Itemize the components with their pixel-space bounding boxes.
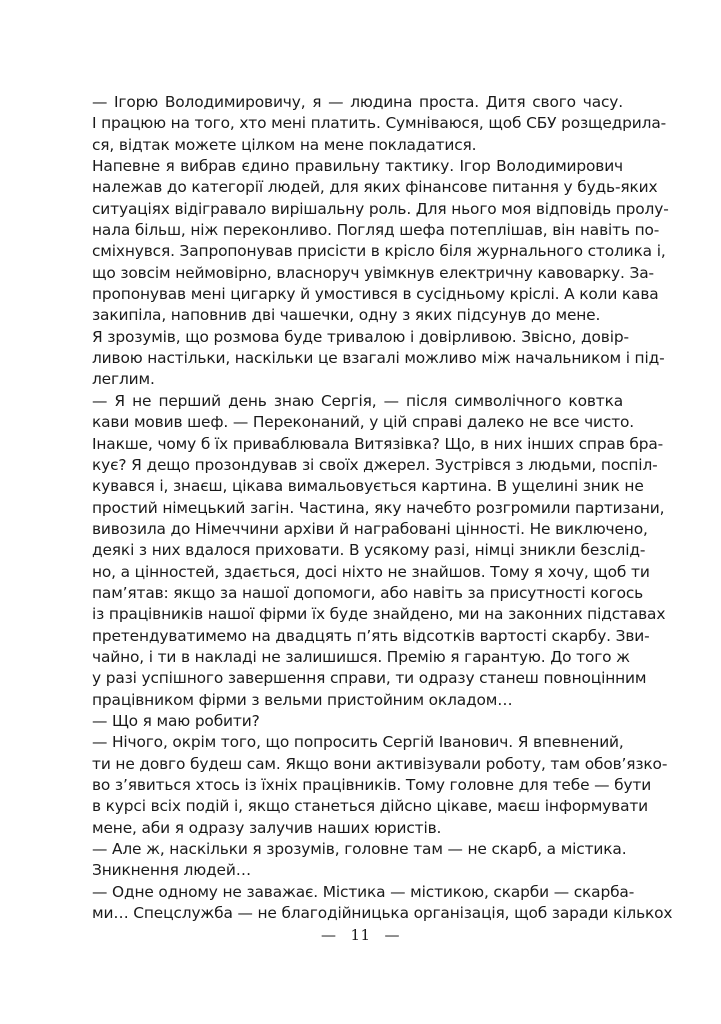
text-line: ситуаціях відігравало вирішальну роль. Для нього моя відповідь пролу- — [92, 199, 669, 218]
text-line: пропонував мені цигарку й умостився в сусідньому кріслі. А коли кава — [92, 285, 659, 304]
text-line: во з’явиться хтось із їхніх працівників. Тому головне для тебе — бути — [92, 776, 652, 794]
text-line: ливою настільки, наскільки це взагалі можливо між начальником і під- — [92, 349, 665, 368]
body-text — [92, 92, 673, 924]
text-line: нала більш, ніж переконливо. Погляд шефа потеплішав, він навіть по- — [92, 221, 660, 240]
text-line: Зникнення людей… — [92, 861, 251, 880]
text-line: — Ігорю Володимировичу, я — людина проста. Дитя свого часу. — [92, 93, 623, 111]
text-line: що зовсім неймовірно, власноруч увімкнув електричну кавоварку. За- — [92, 263, 654, 282]
text-line: претендуватимемо на двадцять п’ять відсотків вартості скарбу. Зви- — [92, 626, 650, 645]
text-line: ти не довго будеш сам. Якщо вони активізували роботу, там обов’язко- — [92, 754, 668, 773]
text-line: — Нічого, окрім того, що попросить Сергій Іванович. Я впевнений, — [92, 733, 624, 752]
text-line: вивозила до Німеччини архіви й награбовані цінності. Не виключено, — [92, 519, 648, 538]
text-line: працівником фірми з вельми пристойним окладом… — [92, 690, 513, 709]
text-line: — Але ж, наскільки я зрозумів, головне там — не скарб, а містика. — [92, 840, 627, 859]
text-line: І працюю на того, хто мені платить. Сумніваюся, щоб СБУ розщедрила- — [92, 114, 666, 133]
folio-right-dash: — — [384, 926, 401, 944]
text-line: сміхнувся. Запропонував присісти в крісло біля журнального столика і, — [92, 242, 666, 261]
text-line: чайно, і ти в накладі не залишишся. Премію я гарантую. До того ж — [92, 647, 630, 666]
text-line: — Я не перший день знаю Сергія, — після символічного ковтка — [92, 391, 623, 410]
text-line: ми… Спецслужба — не благодійницька організація, щоб заради кількох — [92, 904, 673, 923]
text-line: ся, відтак можете цілком на мене покладатися. — [92, 135, 477, 154]
text-line: но, а цінностей, здається, досі ніхто не знайшов. Тому я хочу, щоб ти — [92, 562, 650, 581]
folio-number: 11 — [350, 926, 371, 944]
text-line: — Одне одному не заважає. Містика — містикою, скарби — скарба- — [92, 882, 635, 901]
text-line: в курсі всіх подій і, якщо станеться дійсно цікаве, маєш інформувати — [92, 797, 649, 816]
text-line: — Що я маю робити? — [92, 711, 260, 730]
text-line: кави мовив шеф. — Переконаний, у цій справі далеко не все чисто. — [92, 413, 635, 432]
folio-left-dash: — — [320, 926, 337, 944]
text-line: Я зрозумів, що розмова буде тривалою і довірливою. Звісно, довір- — [92, 327, 629, 346]
text-line: належав до категорії людей, для яких фінансове питання у будь-яких — [92, 178, 658, 197]
text-line: леглим. — [92, 370, 155, 389]
text-line: мене, аби я одразу залучив наших юристів. — [92, 818, 442, 837]
text-line: деякі з них вдалося приховати. В усякому разі, німці зникли безслід- — [92, 541, 646, 560]
page-number — [0, 926, 721, 944]
text-line: кує? Я дещо прозондував зі своїх джерел. Зустрівся з людьми, поспіл- — [92, 455, 658, 474]
text-line: із працівників нашої фірми їх буде знайдено, ми на законних підставах — [92, 605, 666, 624]
text-line: у разі успішного завершення справи, ти одразу станеш повноцінним — [92, 669, 647, 688]
text-line: закипіла, наповнив дві чашечки, одну з яких підсунув до мене. — [92, 306, 601, 325]
text-line: Напевне я вибрав єдино правильну тактику. Ігор Володимирович — [92, 157, 623, 176]
text-line: Інакше, чому б їх приваблювала Витязівка? Що, в них інших справ бра- — [92, 434, 664, 453]
text-line: простий німецький загін. Частина, яку начебто розгромили партизани, — [92, 498, 665, 517]
text-line: пам’ятав: якщо за нашої допомоги, або навіть за присутності когось — [92, 583, 644, 602]
text-line: кувався і, знаєш, цікава вимальовується картина. В ущелині зник не — [92, 477, 644, 496]
